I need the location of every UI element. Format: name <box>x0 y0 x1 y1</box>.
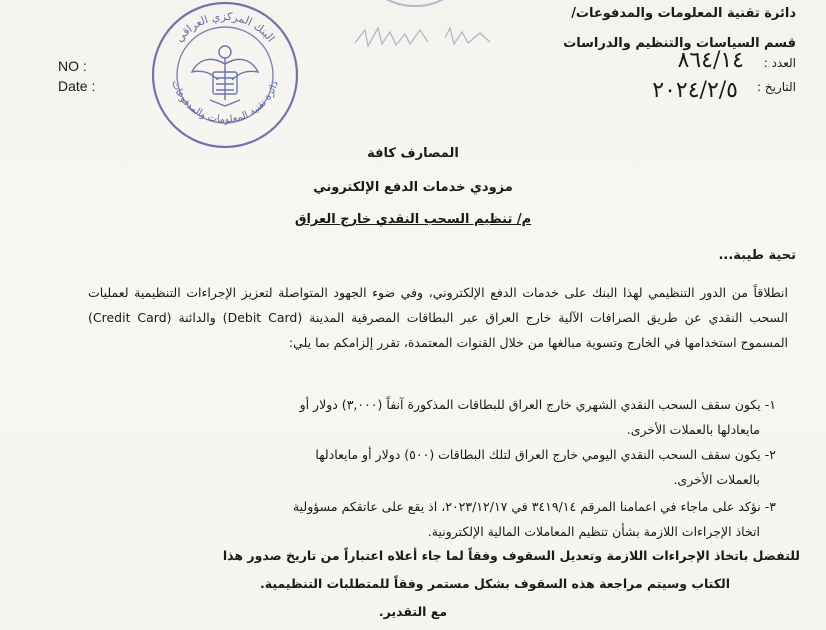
recipient-line2: مزودي خدمات الدفع الإلكتروني <box>313 180 513 195</box>
official-seal-icon <box>150 0 300 150</box>
seal-ring-text-bottom: دائرة تقنية المعلومات والمدفوعات <box>169 79 281 126</box>
item-number: ١- <box>764 397 776 412</box>
list-item <box>70 392 776 417</box>
top-stamp-icon <box>360 0 470 20</box>
date-label: التاريخ : <box>756 80 796 94</box>
subject-line: م/ تنظيم السحب النقدي خارج العراق <box>294 212 532 227</box>
list-item <box>70 442 776 467</box>
list-item <box>70 494 776 519</box>
regards: مع التقدير. <box>378 604 448 619</box>
greeting: تحية طيبة... <box>718 248 796 263</box>
item-number: ٣- <box>764 499 776 514</box>
item-line1: نؤكد على ماجاء في اعمامنا المرقم ٣٤١٩/١٤ في ٢٠٢٣/١٢/١٧، اذ يقع على عاتقكم مسؤولية <box>292 499 761 514</box>
date-value: ٢٠٢٤/٢/٥ <box>652 78 738 103</box>
recipient-line1: المصارف كافة <box>367 146 459 161</box>
item-line2: اتخاذ الإجراءات اللازمة بشأن تنظيم المعاملات المالية الإلكترونية. <box>427 524 760 539</box>
item-line2: مايعادلها بالعملات الأخرى. <box>626 422 760 437</box>
ref-label: العدد : <box>763 56 796 70</box>
signature-icon <box>350 18 500 53</box>
closing-line1: للتفضل باتخاذ الإجراءات اللازمة وتعديل السقوف وفقاً لما جاء أعلاه اعتباراً من تاريخ صدور هذا <box>222 548 800 563</box>
item-line2: بالعملات الأخرى. <box>673 472 760 487</box>
closing-line2: الكتاب وسيتم مراجعة هذه السقوف بشكل مستمر وفقاً للمتطلبات التنظيمية. <box>260 576 730 591</box>
department-line1: دائرة تقنية المعلومات والمدفوعات/ <box>571 6 796 21</box>
seal-ring-text: البنك المركزي العراقي <box>172 9 278 45</box>
ref-value: ٨٦٤/١٤ <box>677 48 744 73</box>
date-label-en: Date : <box>58 78 96 94</box>
item-line1: يكون سقف السحب النقدي اليومي خارج العراق لتلك البطاقات (٥٠٠) دولار أو مايعادلها <box>315 447 761 462</box>
intro-paragraph: انطلاقاً من الدور التنظيمي لهذا البنك على خدمات الدفع الإلكتروني، وفي ضوء الجهود المتواصلة لتعزيز الإجراءات التنظيمية لعمليات السحب النقدي عن طريق الصرافات الآلية خارج العراق عبر البطاقات المصرفية المدينة (Debit Card) والدائنة (Credit Card) المسموح استخدامها في الخارج وتسوية مبالغها من خلال القنوات المعتمدة، تقرر إلزامكم بما يلي: <box>88 285 788 350</box>
no-label: NO : <box>58 58 87 74</box>
department-line2: قسم السياسات والتنظيم والدراسات <box>563 36 796 51</box>
item-number: ٢- <box>764 447 776 462</box>
item-line1: يكون سقف السحب النقدي الشهري خارج العراق للبطاقات المذكورة آنفاً (٣,٠٠٠) دولار أو <box>299 397 761 412</box>
